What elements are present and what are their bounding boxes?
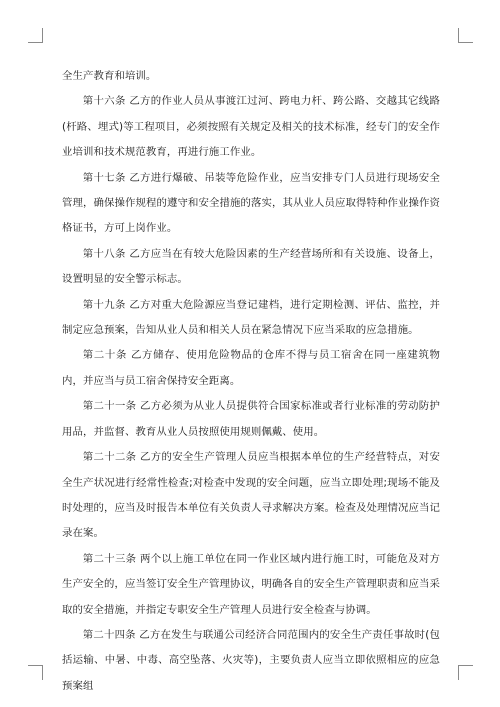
crop-mark-bottom-right: [458, 665, 473, 680]
article-19: 第十九条 乙方对重大危险源应当登记建档，进行定期检测、评估、监控，并制定应急预案，告知从业人员和相关人员在紧急情况下应当采取的应急措施。: [62, 298, 440, 337]
article-17: 第十七条 乙方进行爆破、吊装等危险作业，应当安排专门人员进行现场安全管理，确保操作规程的遵守和安全措施的落实，其从业人员应取得特种作业操作资格证书，方可上岗作业。: [62, 171, 440, 235]
article-20: 第二十条 乙方储存、使用危险物品的仓库不得与员工宿舍在同一座建筑物内，并应当与员工宿舍保持安全距离。: [62, 349, 440, 387]
crop-mark-top-right: [458, 28, 473, 43]
article-21: 第二十一条 乙方必须为从业人员提供符合国家标准或者行业标准的劳动防护用品，并监督、教育从业人员按照使用规则佩戴、使用。: [62, 400, 440, 438]
crop-mark-bottom-left: [28, 665, 43, 680]
document-body: [62, 64, 440, 699]
article-16: 第十六条 乙方的作业人员从事渡江过河、跨电力杆、跨公路、交越其它线路(杆路、埋式)等工程项目，必须按照有关规定及相关的技术标准，经专门的安全作业培训和技术规范教育，再进行施工作业。: [62, 95, 440, 159]
article-24: 第二十四条 乙方在发生与联通公司经济合同范围内的安全生产责任事故时(包括运输、中暑、中毒、高空坠落、火灾等)，主要负责人应当立即依照相应的应急预案组: [62, 628, 440, 692]
article-23: 第二十三条 两个以上施工单位在同一作业区域内进行施工时，可能危及对方生产安全的，应当签订安全生产管理协议，明确各自的安全生产管理职责和应当采取的安全措施，并指定专职安全生产管理人员进行安全检查与协调。: [62, 552, 440, 616]
paragraph-continuation: 全生产教育和培训。: [62, 70, 157, 82]
article-22: 第二十二条 乙方的安全生产管理人员应当根据本单位的生产经营特点，对安全生产状况进行经常性检查;对检查中发现的安全问题，应当立即处理;现场不能及时处理的，应当及时报告本单位有关负责人寻求解决方案。检查及处理情况应当记录在案。: [62, 451, 440, 540]
article-18: 第十八条 乙方应当在有较大危险因素的生产经营场所和有关设施、设备上，设置明显的安全警示标志。: [62, 247, 440, 286]
crop-mark-top-left: [28, 28, 43, 43]
